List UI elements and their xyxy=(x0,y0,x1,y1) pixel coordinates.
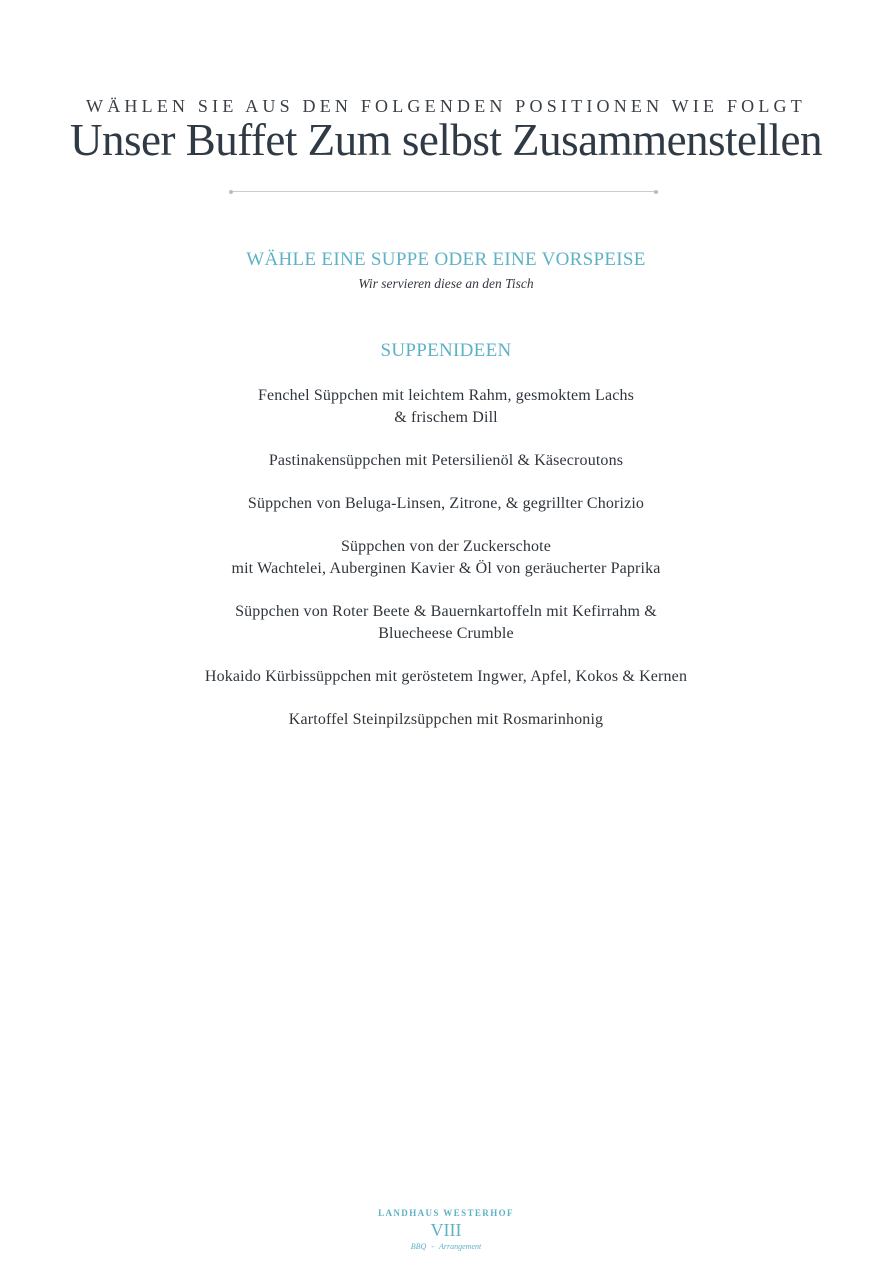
soup-item xyxy=(0,493,892,515)
soup-item xyxy=(0,450,892,472)
soup-item xyxy=(0,385,892,429)
title-divider xyxy=(231,191,656,192)
soup-item xyxy=(0,709,892,731)
section-note: Wir servieren diese an den Tisch xyxy=(358,276,534,291)
soups-heading: SUPPENIDEEN xyxy=(380,340,512,361)
soup-item xyxy=(0,536,892,580)
soup-item-line: Hokaido Kürbissüppchen mit geröstetem Ingwer, Apfel, Kokos & Kernen xyxy=(204,668,688,685)
soup-item-line: Süppchen von Roter Beete & Bauernkartoffeln mit Kefirrahm & xyxy=(235,603,657,620)
soup-list xyxy=(0,385,892,752)
page-kicker: WÄHLEN SIE AUS DEN FOLGENDEN POSITIONEN WIE FOLGT xyxy=(86,96,806,116)
page-title: Unser Buffet Zum selbst Zusammenstellen xyxy=(69,115,823,165)
soup-item-line: Süppchen von der Zuckerschote xyxy=(340,538,552,555)
soup-item-line: Fenchel Süppchen mit leichtem Rahm, gesmoktem Lachs xyxy=(257,387,634,404)
soup-item-line: & frischem Dill xyxy=(394,409,498,426)
divider-dot-left xyxy=(229,190,233,194)
soup-item-line: Süppchen von Beluga-Linsen, Zitrone, & gegrillter Chorizio xyxy=(247,495,645,512)
soup-item-line: Bluecheese Crumble xyxy=(378,625,514,642)
footer-sub-right: Arrangement xyxy=(439,1242,482,1251)
footer-page-number: VIII xyxy=(430,1220,462,1240)
divider-dot-right xyxy=(654,190,658,194)
soup-item-line: mit Wachtelei, Auberginen Kavier & Öl von geräucherter Paprika xyxy=(231,560,661,577)
soup-item-line: Kartoffel Steinpilzsüppchen mit Rosmarinhonig xyxy=(288,711,604,728)
footer-subtitle xyxy=(0,1242,892,1251)
soup-item xyxy=(0,666,892,688)
soup-item-line: Pastinakensüppchen mit Petersilienöl & Käsecroutons xyxy=(268,452,624,469)
section-heading: WÄHLE EINE SUPPE ODER EINE VORSPEISE xyxy=(246,249,646,270)
footer-brand: LANDHAUS WESTERHOF xyxy=(378,1208,514,1218)
footer-sub-separator: - xyxy=(431,1242,434,1251)
soup-item xyxy=(0,601,892,645)
footer-sub-left: BBQ xyxy=(410,1242,427,1251)
